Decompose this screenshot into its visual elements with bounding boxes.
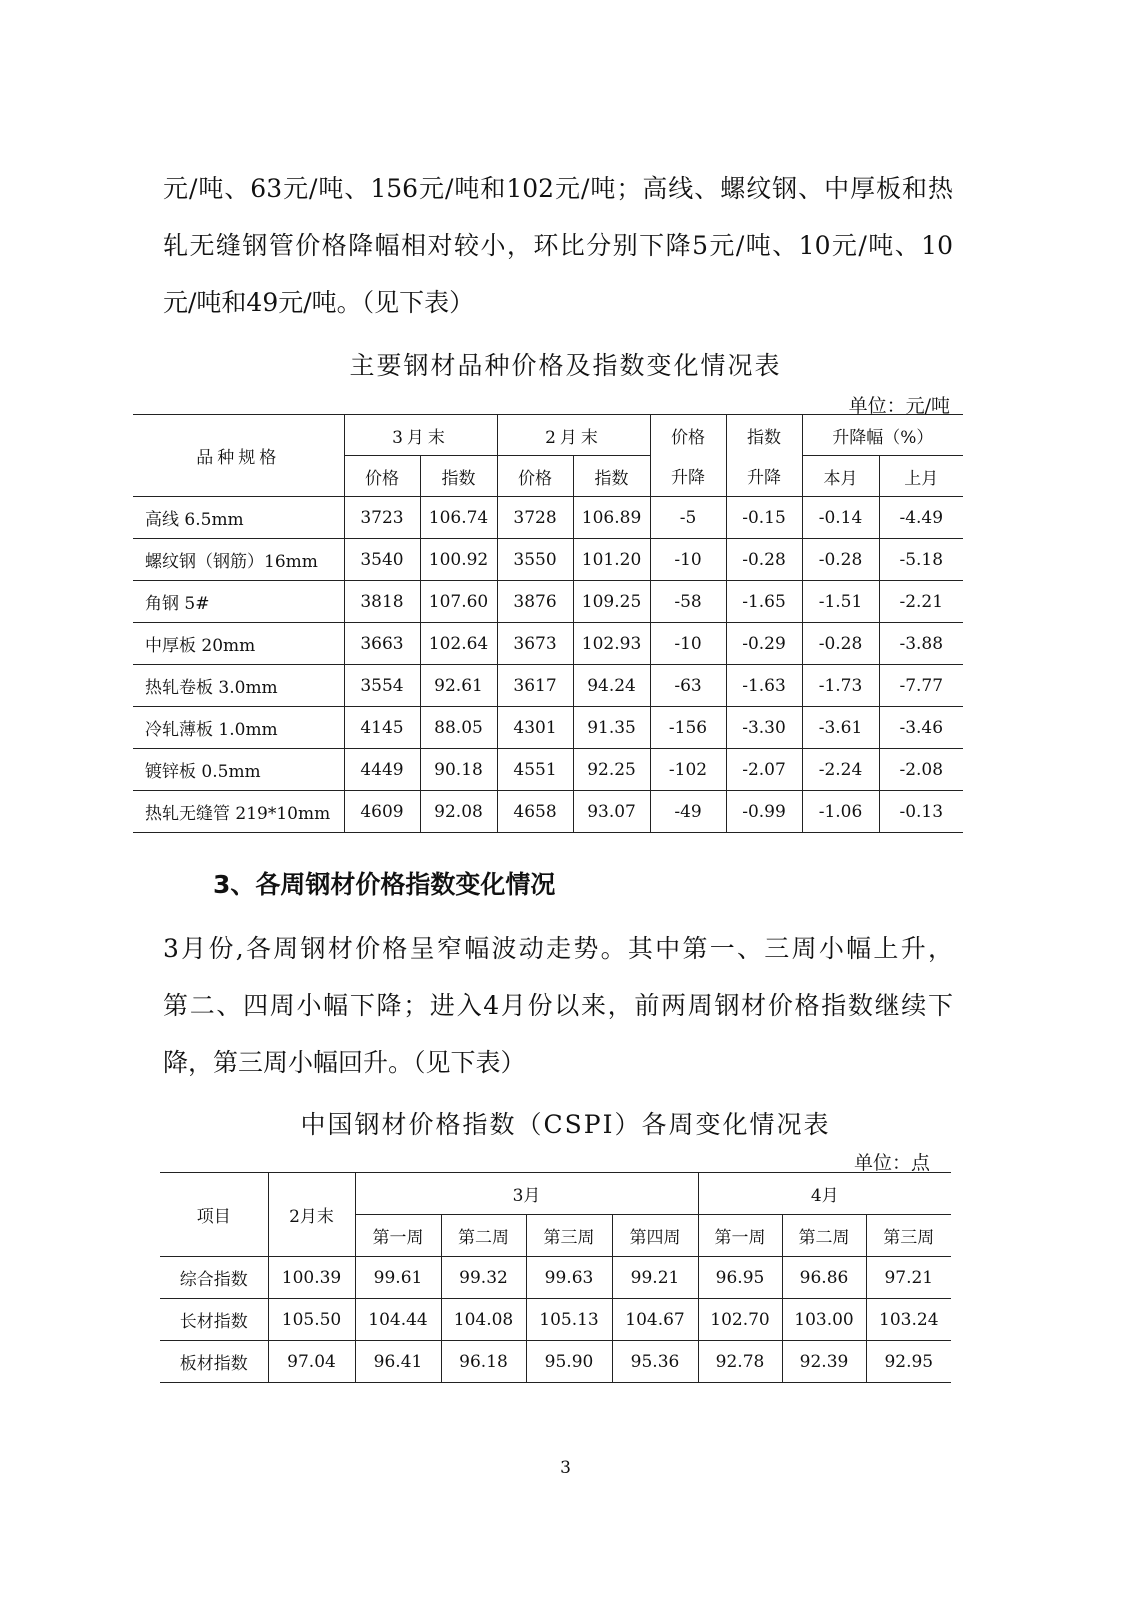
header-variety: 品种规格 (133, 415, 344, 497)
header-index: 指数 (420, 456, 497, 497)
header-april: 4月 (698, 1173, 951, 1215)
section3-paragraph (163, 920, 953, 1091)
cell-value: 95.90 (526, 1341, 612, 1383)
cell-value: 99.63 (526, 1257, 612, 1299)
table-row (160, 1299, 951, 1341)
cell-value: 104.67 (612, 1299, 698, 1341)
table-row (133, 623, 963, 665)
cell-mar-index: 88.05 (420, 707, 497, 749)
cell-this-month: -1.51 (802, 581, 879, 623)
paragraph-line: 降，第三周小幅回升。（见下表） (163, 1048, 526, 1077)
cell-this-month: -0.28 (802, 623, 879, 665)
cell-index-change: -1.63 (726, 665, 802, 707)
cell-last-month: -2.21 (879, 581, 963, 623)
page-number: 3 (560, 1458, 571, 1478)
header-feb-end: 2月末 (497, 415, 650, 456)
cell-this-month: -0.28 (802, 539, 879, 581)
header-week: 第三周 (526, 1215, 612, 1257)
cell-index-change: -2.07 (726, 749, 802, 791)
cell-value: 99.32 (441, 1257, 526, 1299)
table2-title: 中国钢材价格指数（CSPI）各周变化情况表 (300, 1110, 831, 1139)
cspi-weekly-table (160, 1172, 951, 1383)
table-row (133, 539, 963, 581)
table-row (133, 791, 963, 833)
table-row (133, 497, 963, 539)
cell-item: 板材指数 (160, 1341, 268, 1383)
cell-variety: 中厚板 20mm (133, 623, 344, 665)
cell-value: 92.39 (782, 1341, 866, 1383)
header-price-change-top: 价格 (650, 415, 726, 456)
header-index: 指数 (573, 456, 650, 497)
header-change-rate: 升降幅（%） (802, 415, 963, 456)
cell-feb-index: 91.35 (573, 707, 650, 749)
cell-feb-price: 3673 (497, 623, 573, 665)
cell-mar-price: 3818 (344, 581, 420, 623)
cell-mar-price: 4145 (344, 707, 420, 749)
cell-value: 99.61 (355, 1257, 441, 1299)
cell-index-change: -1.65 (726, 581, 802, 623)
cell-feb-index: 102.93 (573, 623, 650, 665)
cell-price-change: -10 (650, 623, 726, 665)
header-week: 第三周 (866, 1215, 951, 1257)
cell-last-month: -4.49 (879, 497, 963, 539)
cell-mar-price: 4449 (344, 749, 420, 791)
header-last-month: 上月 (879, 456, 963, 497)
cell-last-month: -3.88 (879, 623, 963, 665)
cell-value: 104.08 (441, 1299, 526, 1341)
steel-price-table (133, 414, 963, 833)
header-week: 第二周 (441, 1215, 526, 1257)
cell-mar-index: 102.64 (420, 623, 497, 665)
cell-feb-end: 100.39 (268, 1257, 355, 1299)
table1-unit: 单位：元/吨 (848, 395, 950, 417)
cell-last-month: -7.77 (879, 665, 963, 707)
header-price: 价格 (497, 456, 573, 497)
cell-feb-index: 101.20 (573, 539, 650, 581)
cell-value: 103.00 (782, 1299, 866, 1341)
cell-mar-price: 4609 (344, 791, 420, 833)
table2-unit: 单位：点 (853, 1152, 930, 1174)
cell-price-change: -5 (650, 497, 726, 539)
paragraph-line: 元/吨、63元/吨、156元/吨和102元/吨；高线、螺纹钢、中厚板和热 (163, 174, 953, 203)
cell-feb-price: 4551 (497, 749, 573, 791)
cell-this-month: -0.14 (802, 497, 879, 539)
cell-feb-price: 4658 (497, 791, 573, 833)
cell-value: 92.78 (698, 1341, 782, 1383)
cell-last-month: -0.13 (879, 791, 963, 833)
cell-value: 104.44 (355, 1299, 441, 1341)
cell-mar-index: 92.61 (420, 665, 497, 707)
cell-feb-end: 97.04 (268, 1341, 355, 1383)
cell-feb-end: 105.50 (268, 1299, 355, 1341)
cell-index-change: -0.28 (726, 539, 802, 581)
header-this-month: 本月 (802, 456, 879, 497)
header-march: 3月 (355, 1173, 698, 1215)
cell-feb-price: 4301 (497, 707, 573, 749)
cell-mar-index: 92.08 (420, 791, 497, 833)
header-week: 第一周 (355, 1215, 441, 1257)
table-row (133, 581, 963, 623)
intro-paragraph (163, 160, 953, 331)
cell-value: 103.24 (866, 1299, 951, 1341)
cell-value: 92.95 (866, 1341, 951, 1383)
cell-value: 96.86 (782, 1257, 866, 1299)
table1-title: 主要钢材品种价格及指数变化情况表 (349, 351, 782, 380)
header-week: 第二周 (782, 1215, 866, 1257)
cell-value: 96.41 (355, 1341, 441, 1383)
cell-value: 99.21 (612, 1257, 698, 1299)
cell-value: 102.70 (698, 1299, 782, 1341)
header-feb-end: 2月末 (268, 1173, 355, 1257)
paragraph-line: 3月份,各周钢材价格呈窄幅波动走势。其中第一、三周小幅上升， (163, 934, 953, 963)
cell-feb-index: 106.89 (573, 497, 650, 539)
paragraph-line: 轧无缝钢管价格降幅相对较小，环比分别下降5元/吨、10元/吨、10 (163, 231, 953, 260)
header-march-end: 3月末 (344, 415, 497, 456)
cell-price-change: -58 (650, 581, 726, 623)
table-row (133, 707, 963, 749)
cell-feb-price: 3876 (497, 581, 573, 623)
header-week: 第四周 (612, 1215, 698, 1257)
cell-mar-price: 3554 (344, 665, 420, 707)
cell-index-change: -3.30 (726, 707, 802, 749)
cell-index-change: -0.29 (726, 623, 802, 665)
cell-mar-index: 106.74 (420, 497, 497, 539)
paragraph-line: 第二、四周小幅下降；进入4月份以来，前两周钢材价格指数继续下 (163, 991, 953, 1020)
header-index-change-bottom: 升降 (726, 456, 802, 497)
cell-mar-index: 90.18 (420, 749, 497, 791)
header-index-change-top: 指数 (726, 415, 802, 456)
cell-price-change: -49 (650, 791, 726, 833)
cell-last-month: -3.46 (879, 707, 963, 749)
cell-feb-price: 3617 (497, 665, 573, 707)
section-heading: 3、各周钢材价格指数变化情况 (213, 870, 556, 899)
cell-mar-price: 3723 (344, 497, 420, 539)
cell-variety: 高线 6.5mm (133, 497, 344, 539)
table-row (133, 665, 963, 707)
cell-item: 长材指数 (160, 1299, 268, 1341)
cell-mar-price: 3663 (344, 623, 420, 665)
cell-mar-index: 107.60 (420, 581, 497, 623)
cell-mar-index: 100.92 (420, 539, 497, 581)
cell-value: 97.21 (866, 1257, 951, 1299)
cell-feb-index: 109.25 (573, 581, 650, 623)
cell-price-change: -63 (650, 665, 726, 707)
table-row (160, 1257, 951, 1299)
table-row (133, 749, 963, 791)
cell-feb-index: 94.24 (573, 665, 650, 707)
cell-last-month: -2.08 (879, 749, 963, 791)
cell-this-month: -1.06 (802, 791, 879, 833)
cell-value: 95.36 (612, 1341, 698, 1383)
cell-feb-index: 93.07 (573, 791, 650, 833)
cell-price-change: -156 (650, 707, 726, 749)
cell-variety: 角钢 5# (133, 581, 344, 623)
cell-index-change: -0.15 (726, 497, 802, 539)
cell-last-month: -5.18 (879, 539, 963, 581)
cell-feb-price: 3728 (497, 497, 573, 539)
table-row (160, 1341, 951, 1383)
header-price-change-bottom: 升降 (650, 456, 726, 497)
cell-variety: 螺纹钢（钢筋）16mm (133, 539, 344, 581)
cell-item: 综合指数 (160, 1257, 268, 1299)
cell-this-month: -3.61 (802, 707, 879, 749)
cell-feb-index: 92.25 (573, 749, 650, 791)
header-item: 项目 (160, 1173, 268, 1257)
cell-variety: 镀锌板 0.5mm (133, 749, 344, 791)
cell-price-change: -10 (650, 539, 726, 581)
cell-price-change: -102 (650, 749, 726, 791)
cell-mar-price: 3540 (344, 539, 420, 581)
header-week: 第一周 (698, 1215, 782, 1257)
cell-variety: 冷轧薄板 1.0mm (133, 707, 344, 749)
cell-value: 96.18 (441, 1341, 526, 1383)
paragraph-line: 元/吨和49元/吨。（见下表） (163, 288, 475, 317)
header-price: 价格 (344, 456, 420, 497)
cell-feb-price: 3550 (497, 539, 573, 581)
cell-index-change: -0.99 (726, 791, 802, 833)
cell-value: 96.95 (698, 1257, 782, 1299)
cell-this-month: -1.73 (802, 665, 879, 707)
cell-value: 105.13 (526, 1299, 612, 1341)
cell-variety: 热轧无缝管 219*10mm (133, 791, 344, 833)
cell-variety: 热轧卷板 3.0mm (133, 665, 344, 707)
cell-this-month: -2.24 (802, 749, 879, 791)
